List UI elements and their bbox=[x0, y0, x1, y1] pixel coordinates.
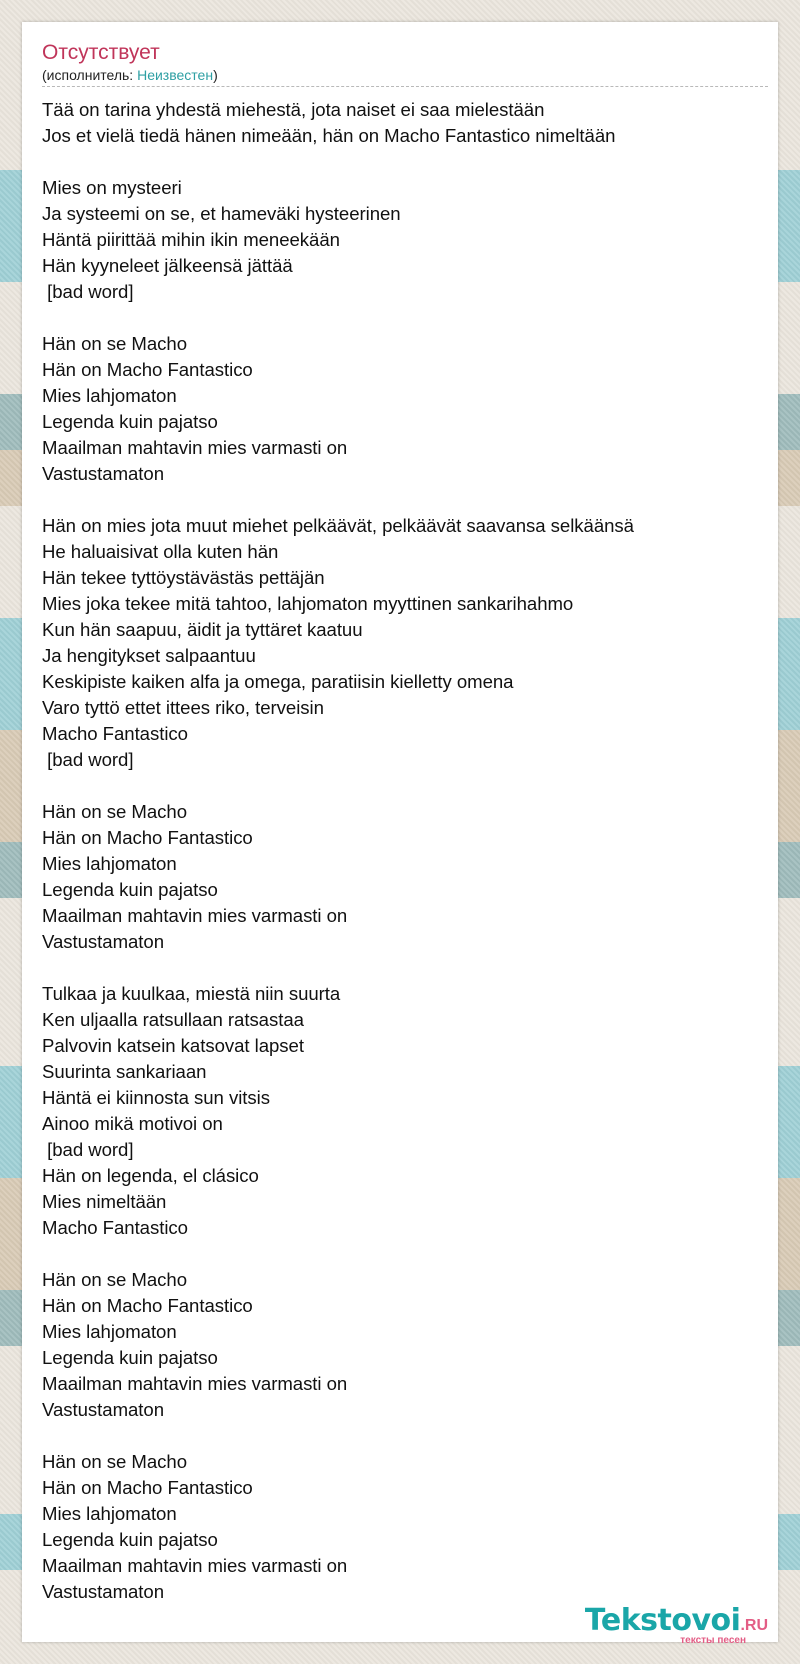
lyric-line: Maailman mahtavin mies varmasti on bbox=[42, 905, 348, 926]
artist-line bbox=[42, 66, 768, 87]
lyric-line: Palvovin katsein katsovat lapset bbox=[42, 1035, 304, 1056]
stanza-break bbox=[42, 1241, 758, 1267]
lyric-line: Kun hän saapuu, äidit ja tyttäret kaatuu bbox=[42, 619, 363, 640]
lyric-line: Hän on Macho Fantastico bbox=[42, 827, 253, 848]
lyric-line: Ainoo mikä motivoi on bbox=[42, 1113, 223, 1134]
lyric-line: Maailman mahtavin mies varmasti on bbox=[42, 437, 348, 458]
lyric-line: Mies lahjomaton bbox=[42, 1503, 177, 1524]
song-title: Отсутствует bbox=[42, 41, 160, 64]
lyric-line: Hän on Macho Fantastico bbox=[42, 1295, 253, 1316]
lyric-line: Vastustamaton bbox=[42, 931, 164, 952]
lyric-line: Häntä piirittää mihin ikin meneekään bbox=[42, 229, 340, 250]
lyric-line: Legenda kuin pajatso bbox=[42, 879, 218, 900]
stanza-break bbox=[42, 305, 758, 331]
logo-wordmark bbox=[585, 1605, 768, 1637]
stanza-break bbox=[42, 149, 758, 175]
lyric-line: Mies joka tekee mitä tahtoo, lahjomaton myyttinen sankarihahmo bbox=[42, 593, 574, 614]
artist-prefix: (исполнитель: bbox=[42, 67, 138, 83]
stanza-break bbox=[42, 1423, 758, 1449]
lyric-line: Hän on mies jota muut miehet pelkäävät, pelkäävät saavansa selkäänsä bbox=[42, 515, 634, 536]
lyric-line: Hän tekee tyttöystävästäs pettäjän bbox=[42, 567, 325, 588]
lyric-line: Varo tyttö ettet ittees riko, terveisin bbox=[42, 697, 324, 718]
lyric-line: Häntä ei kiinnosta sun vitsis bbox=[42, 1087, 270, 1108]
lyric-line: Macho Fantastico bbox=[42, 723, 188, 744]
lyric-line: Macho Fantastico bbox=[42, 1217, 188, 1238]
lyric-line: Mies on mysteeri bbox=[42, 177, 182, 198]
lyric-line: Vastustamaton bbox=[42, 1581, 164, 1602]
stanza-break bbox=[42, 487, 758, 513]
lyric-line: He haluaisivat olla kuten hän bbox=[42, 541, 279, 562]
lyric-line: Vastustamaton bbox=[42, 463, 164, 484]
lyric-line: [bad word] bbox=[42, 749, 134, 770]
lyric-line: Keskipiste kaiken alfa ja omega, paratiisin kielletty omena bbox=[42, 671, 514, 692]
site-logo[interactable] bbox=[585, 1605, 768, 1646]
lyric-line: Suurinta sankariaan bbox=[42, 1061, 207, 1082]
lyric-line: [bad word] bbox=[42, 281, 134, 302]
lyric-line: Hän on se Macho bbox=[42, 333, 187, 354]
logo-brand: Tekstovoi bbox=[584, 1603, 741, 1638]
lyric-line: Legenda kuin pajatso bbox=[42, 1347, 218, 1368]
artist-suffix: ) bbox=[213, 67, 218, 83]
artist-link[interactable]: Неизвестен bbox=[137, 67, 214, 83]
lyric-line: Mies lahjomaton bbox=[42, 853, 177, 874]
lyric-line: Hän kyyneleet jälkeensä jättää bbox=[42, 255, 293, 276]
lyric-line: Hän on Macho Fantastico bbox=[42, 1477, 253, 1498]
lyric-line: Mies lahjomaton bbox=[42, 385, 177, 406]
lyric-line: Mies nimeltään bbox=[42, 1191, 167, 1212]
stanza-break bbox=[42, 955, 758, 981]
lyric-line: Hän on Macho Fantastico bbox=[42, 359, 253, 380]
lyric-line: [bad word] bbox=[42, 1139, 134, 1160]
logo-tagline: тексты песен bbox=[680, 1635, 746, 1646]
stanza-break bbox=[42, 773, 758, 799]
lyrics-sheet bbox=[22, 22, 778, 1642]
lyric-line: Vastustamaton bbox=[42, 1399, 164, 1420]
lyric-line: Maailman mahtavin mies varmasti on bbox=[42, 1555, 348, 1576]
lyric-line: Hän on se Macho bbox=[42, 1269, 187, 1290]
lyric-line: Tulkaa ja kuulkaa, miestä niin suurta bbox=[42, 983, 341, 1004]
lyric-line: Mies lahjomaton bbox=[42, 1321, 177, 1342]
lyric-line: Jos et vielä tiedä hänen nimeään, hän on Macho Fantastico nimeltään bbox=[42, 125, 616, 146]
lyric-line: Ja hengitykset salpaantuu bbox=[42, 645, 256, 666]
lyric-line: Hän on se Macho bbox=[42, 1451, 187, 1472]
lyric-line: Ken uljaalla ratsullaan ratsastaa bbox=[42, 1009, 304, 1030]
lyric-line: Maailman mahtavin mies varmasti on bbox=[42, 1373, 348, 1394]
lyric-line: Legenda kuin pajatso bbox=[42, 1529, 218, 1550]
logo-tld: .RU bbox=[740, 1617, 768, 1634]
lyric-line: Tää on tarina yhdestä miehestä, jota naiset ei saa mielestään bbox=[42, 99, 545, 120]
lyric-line: Ja systeemi on se, et hameväki hysteerinen bbox=[42, 203, 401, 224]
lyrics-text bbox=[42, 97, 758, 1605]
lyric-line: Legenda kuin pajatso bbox=[42, 411, 218, 432]
lyric-line: Hän on legenda, el clásico bbox=[42, 1165, 259, 1186]
lyric-line: Hän on se Macho bbox=[42, 801, 187, 822]
